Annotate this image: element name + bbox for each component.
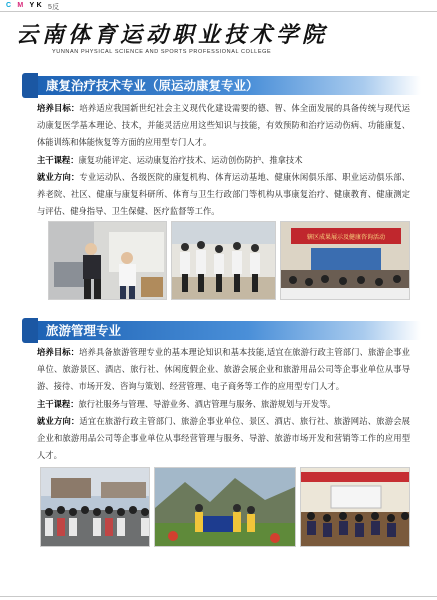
rehab-goal-label: 培养目标： — [37, 103, 80, 113]
section-title-tourism: 旅游管理专业 — [46, 323, 122, 338]
event-banner-text: 辖区成果展示及健康咨询活动 — [306, 234, 386, 241]
tourism-goal-paragraph — [37, 344, 410, 396]
tourism-goal-label: 培养目标： — [37, 347, 80, 357]
section-title-rehab: 康复治疗技术专业（原运动康复专业） — [46, 78, 259, 93]
tourism-courses-label: 主干课程： — [37, 399, 79, 409]
print-mark-yk: Y K — [29, 2, 42, 9]
school-logo-subtitle: YUNNAN PHYSICAL SCIENCE AND SPORTS PROFESSIONAL COLLEGE — [52, 49, 272, 55]
tourism-career-label: 就业方向： — [37, 416, 80, 426]
tourism-photo-classroom — [300, 467, 410, 547]
rehab-career-label: 就业方向： — [37, 172, 80, 182]
print-mark-c: C — [6, 2, 12, 9]
rehab-photo-group-training — [171, 221, 276, 300]
tourism-photo-group-visit — [40, 467, 150, 547]
tourism-courses-text: 旅行社服务与管理、导游业务、酒店管理与服务、旅游规划与开发等。 — [78, 399, 336, 409]
tourism-photo-mountain-trip — [154, 467, 296, 547]
rehab-courses-paragraph — [37, 152, 410, 169]
rehab-career-text: 专业运动队、各级医院的康复机构、体育运动基地、健康休闲俱乐部、职业运动俱乐部、养老院、社区、健康与康复科研所、体育与卫生行政部门等机构从事康复治疗、健康教育、健康测定与评估、健身指导、卫生保健、医疗监督等工作。 — [37, 172, 410, 217]
print-mark-code: 5反 — [47, 4, 60, 11]
section-header-rehab — [36, 76, 421, 95]
section-tab-decoration — [22, 73, 38, 98]
rehab-photo-consultation-event — [280, 221, 410, 300]
rehab-goal-text: 培养适应我国新世纪社会主义现代化建设需要的德、智、体全面发展的具备传统与现代运动康复医学基本理论、技术，并能灵活应用这些知识与技能，有效预防和治疗运动伤病、功能康复、体能训练和体能恢复等方面的应用型专门人才。 — [37, 103, 410, 148]
rehab-photo-lab — [48, 221, 167, 300]
print-mark-m: M — [17, 2, 24, 9]
school-logo-title: 云南体育运动职业技术学院 — [16, 22, 329, 48]
rehab-photo-row — [48, 221, 410, 300]
tourism-career-paragraph — [37, 413, 410, 465]
rehab-goal-paragraph — [37, 100, 410, 152]
trim-line-top — [0, 11, 437, 12]
tourism-goal-text: 培养具备旅游管理专业的基本理论知识和基本技能,适宜在旅游行政主管部门、旅游企事业单位、旅游景区、酒店、旅行社、休闲度假企业、旅游会展企业和旅游用品公司等企事业单位从事导游、接待、市场开发、咨询与策划、经营管理、电子商务等工作的应用型专门人才。 — [37, 347, 410, 392]
rehab-courses-label: 主干课程： — [37, 155, 79, 165]
section-header-tourism — [36, 321, 421, 340]
rehab-career-paragraph — [37, 169, 410, 221]
rehab-courses-text: 康复功能评定、运动康复治疗技术、运动创伤防护、推拿技术 — [78, 155, 303, 165]
tourism-career-text: 适宜在旅游行政主管部门、旅游企事业单位、景区、酒店、旅行社、旅游网站、旅游会展企业和旅游用品公司等企事业单位从事经营管理与服务、导游、旅游市场开发和营销等工作的应用型人才。 — [37, 416, 410, 461]
section-tab-decoration — [22, 318, 38, 343]
page-header — [16, 22, 421, 62]
trim-line-bottom — [0, 596, 437, 597]
tourism-courses-paragraph — [37, 396, 410, 413]
tourism-photo-row — [40, 467, 410, 547]
